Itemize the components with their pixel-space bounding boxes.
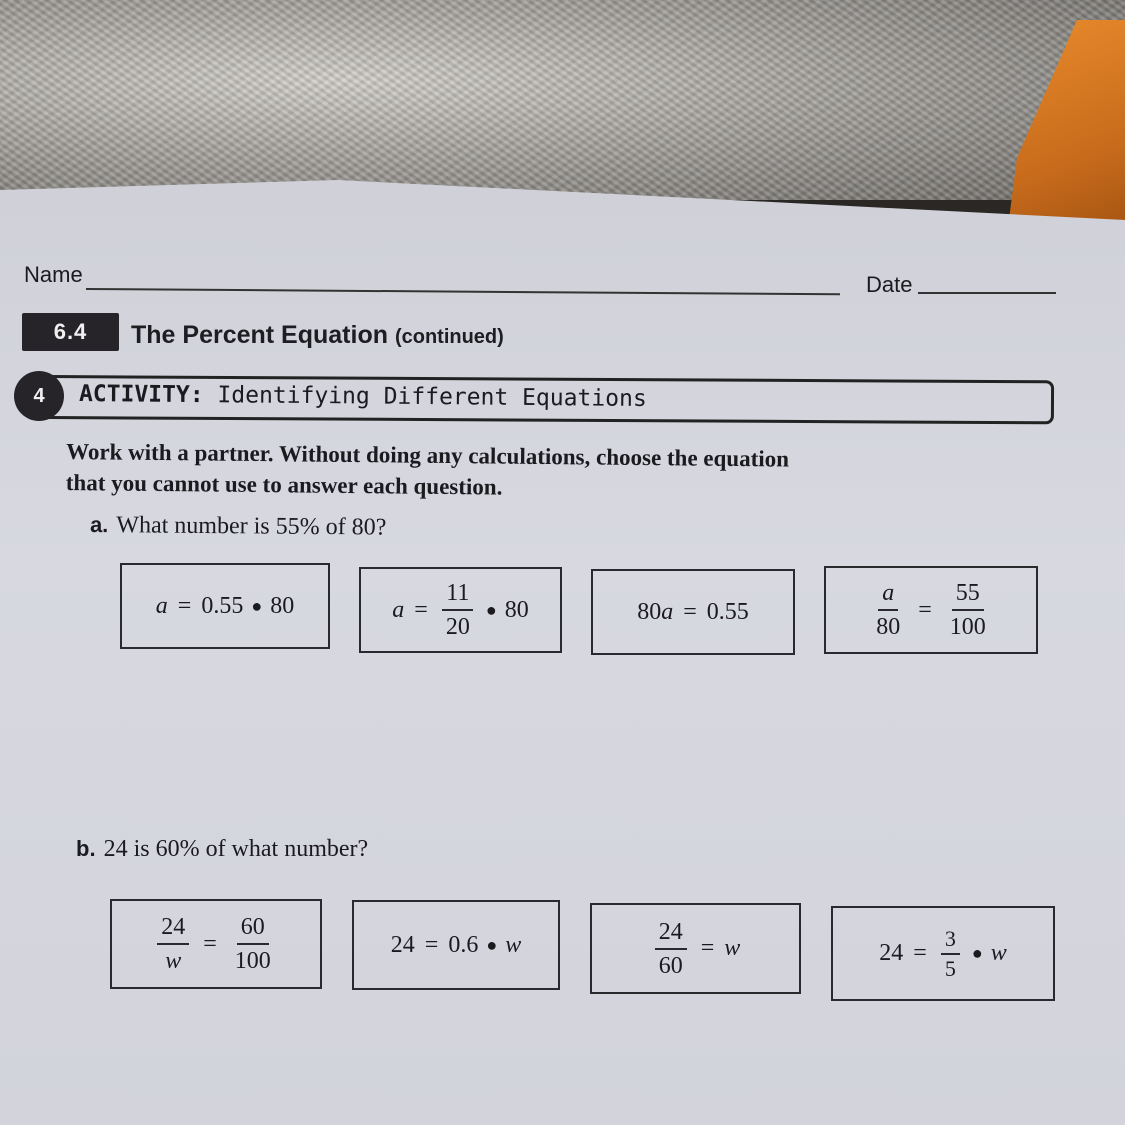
eq-sign: = bbox=[918, 596, 932, 623]
eq-value: 0.55 bbox=[201, 592, 244, 619]
equation-a4-box bbox=[824, 566, 1038, 654]
activity-label: ACTIVITY: bbox=[78, 381, 204, 409]
fraction-numerator: 24 bbox=[157, 914, 189, 945]
fraction-numerator: 55 bbox=[952, 580, 984, 611]
fraction bbox=[941, 925, 960, 981]
fraction-right bbox=[231, 914, 275, 974]
eq-lhs: 24 bbox=[879, 940, 904, 966]
eq-var: a bbox=[661, 598, 674, 625]
eq-sign: = bbox=[203, 930, 217, 957]
fraction-denominator: 5 bbox=[944, 955, 956, 981]
equation-a1-box bbox=[120, 563, 330, 649]
eq-sign: = bbox=[913, 940, 927, 966]
eq-sign: = bbox=[424, 931, 439, 958]
multiply-dot: ● bbox=[485, 599, 497, 620]
activity-title-text: Identifying Different Equations bbox=[217, 382, 647, 412]
fraction-denominator: 20 bbox=[445, 614, 470, 640]
fraction-numerator: 24 bbox=[655, 919, 687, 950]
eq-sign: = bbox=[177, 592, 192, 619]
fraction bbox=[442, 580, 474, 640]
fraction-numerator: 3 bbox=[941, 928, 960, 955]
question-b-text: 24 is 60% of what number? bbox=[103, 836, 369, 862]
question-b-letter: b. bbox=[76, 836, 96, 861]
activity-title bbox=[79, 381, 647, 412]
eq-value: 0.55 bbox=[706, 598, 749, 625]
multiply-dot: ● bbox=[251, 595, 263, 616]
fraction-numerator: 60 bbox=[237, 914, 269, 945]
fraction-denominator: 60 bbox=[658, 952, 683, 979]
question-a bbox=[90, 512, 387, 542]
eq-coefficient: 80 bbox=[637, 598, 662, 625]
eq-value: 0.6 bbox=[448, 931, 479, 958]
equation-b2-box bbox=[352, 900, 560, 990]
fraction-denominator: 100 bbox=[949, 614, 986, 640]
equation-b3-box bbox=[590, 903, 801, 994]
fraction-left bbox=[157, 914, 189, 974]
eq-sign: = bbox=[414, 596, 428, 623]
multiply-dot: ● bbox=[486, 934, 498, 955]
blanket-background bbox=[0, 0, 1125, 200]
equation-b4-box bbox=[831, 906, 1055, 1001]
eq-var: w bbox=[724, 935, 741, 961]
fraction-numerator: 11 bbox=[442, 580, 473, 611]
eq-sign: = bbox=[683, 598, 697, 625]
date-line bbox=[918, 292, 1056, 294]
question-b bbox=[76, 836, 368, 863]
equation-b1-box bbox=[110, 899, 322, 989]
fraction-left bbox=[872, 580, 904, 640]
eq-var: w bbox=[505, 931, 522, 958]
section-number-badge: 6.4 bbox=[22, 313, 119, 351]
multiply-dot: ● bbox=[971, 943, 983, 963]
section-title bbox=[131, 321, 504, 350]
activity-number-badge: 4 bbox=[14, 371, 64, 421]
date-label: Date bbox=[866, 272, 913, 297]
name-label: Name bbox=[24, 262, 83, 287]
question-a-text: What number is 55% of 80? bbox=[116, 512, 387, 541]
fraction-denominator: 80 bbox=[876, 614, 901, 640]
eq-var: a bbox=[155, 592, 168, 619]
equation-a2-box bbox=[359, 567, 562, 653]
eq-sign: = bbox=[700, 935, 715, 961]
fraction-right bbox=[946, 580, 990, 640]
fraction-denominator: w bbox=[165, 948, 182, 974]
eq-var: w bbox=[990, 940, 1007, 966]
instructions-line1: Work with a partner. Without doing any calculations, choose the equation bbox=[66, 439, 790, 472]
eq-var: a bbox=[392, 596, 405, 623]
section-subtitle: (continued) bbox=[394, 326, 504, 348]
fraction-denominator: 100 bbox=[234, 948, 271, 974]
equation-a3-box bbox=[591, 569, 795, 655]
eq-number: 80 bbox=[270, 592, 295, 619]
question-a-letter: a. bbox=[89, 512, 109, 538]
fraction bbox=[655, 919, 687, 979]
instructions-line2: that you cannot use to answer each question. bbox=[65, 469, 503, 500]
eq-number: 80 bbox=[504, 596, 529, 623]
section-title-text: The Percent Equation bbox=[131, 321, 388, 349]
instructions bbox=[66, 436, 927, 507]
fraction-numerator: a bbox=[878, 580, 898, 611]
eq-lhs: 24 bbox=[390, 931, 415, 958]
